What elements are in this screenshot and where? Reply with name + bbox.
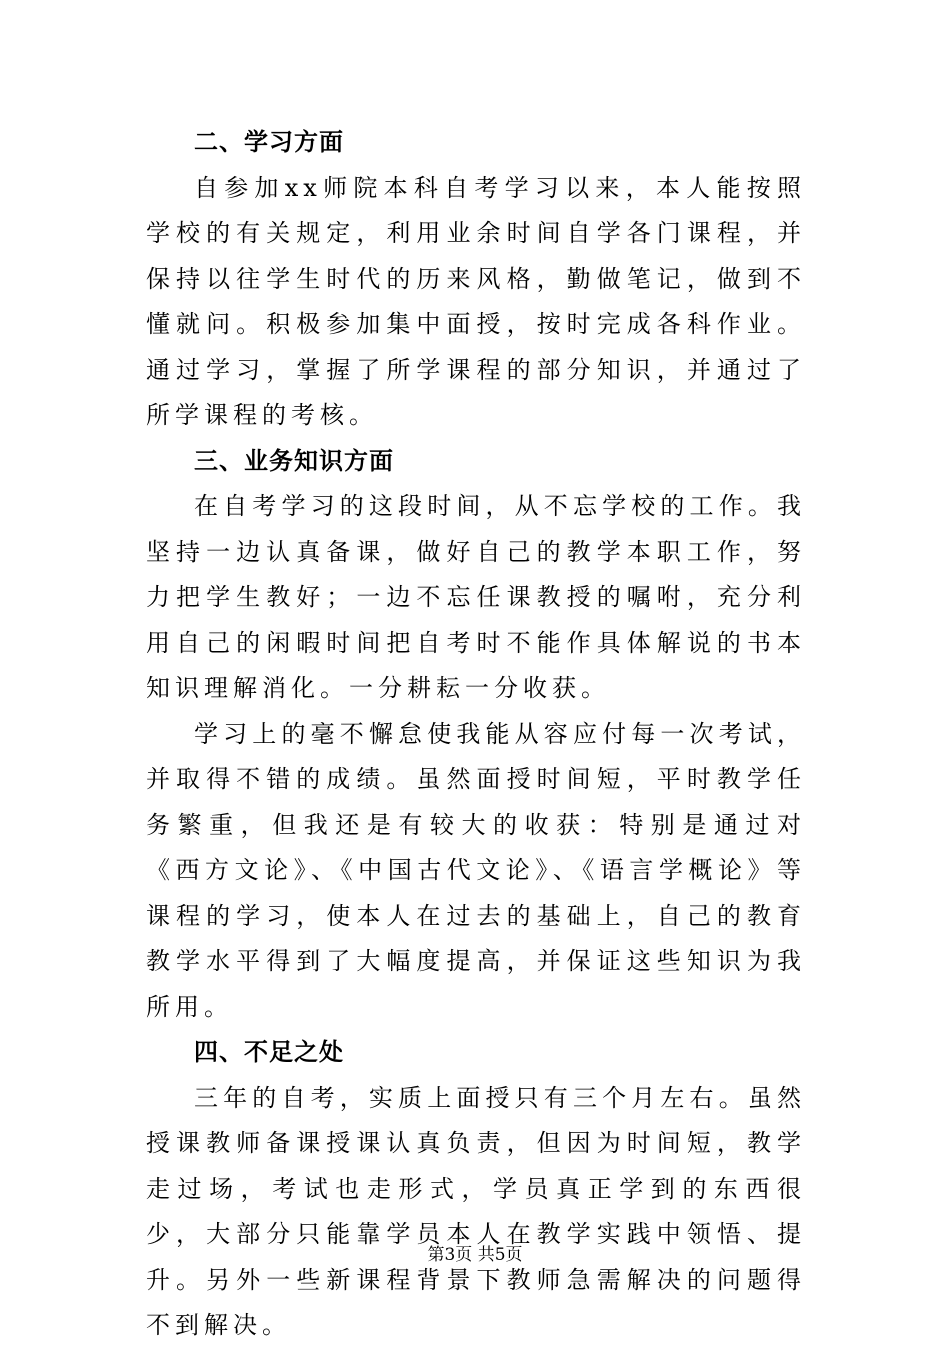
page-number-footer: 第3页 共5页 [427,1245,523,1265]
section-heading: 二、学习方面 [194,128,344,156]
paragraph: 在自考学习的这段时间，从不忘学校的工作。我坚持一边认真备课，做好自己的教学本职工作，努力把学生教好；一边不忘任课教授的嘱咐，充分利用自己的闲暇时间把自考时不能作具体解说的书本知识理解消化。一分耕耘一分收获。 [146,492,806,702]
section-professional-knowledge [146,439,806,1031]
document-body [146,120,806,1349]
section-study [146,120,806,439]
section-heading: 四、不足之处 [194,1038,344,1066]
paragraph: 自参加xx师院本科自考学习以来，本人能按照学校的有关规定，利用业余时间自学各门课程，并保持以往学生时代的历来风格，勤做笔记，做到不懂就问。积极参加集中面授，按时完成各科作业。通过学习，掌握了所学课程的部分知识，并通过了所学课程的考核。 [146,173,806,429]
section-shortcomings [146,1030,806,1349]
paragraph: 学习上的毫不懈怠使我能从容应付每一次考试，并取得不错的成绩。虽然面授时间短，平时教学任务繁重，但我还是有较大的收获：特别是通过对《西方文论》、《中国古代文论》、《语言学概论》等课程的学习，使本人在过去的基础上，自己的教育教学水平得到了大幅度提高，并保证这些知识为我所用。 [146,719,806,1021]
paragraph: 三年的自考，实质上面授只有三个月左右。虽然授课教师备课授课认真负责，但因为时间短，教学走过场，考试也走形式，学员真正学到的东西很少，大部分只能靠学员本人在教学实践中领悟、提升。另外一些新课程背景下教师急需解决的问题得不到解决。 [146,1083,806,1339]
section-heading: 三、业务知识方面 [194,446,394,475]
